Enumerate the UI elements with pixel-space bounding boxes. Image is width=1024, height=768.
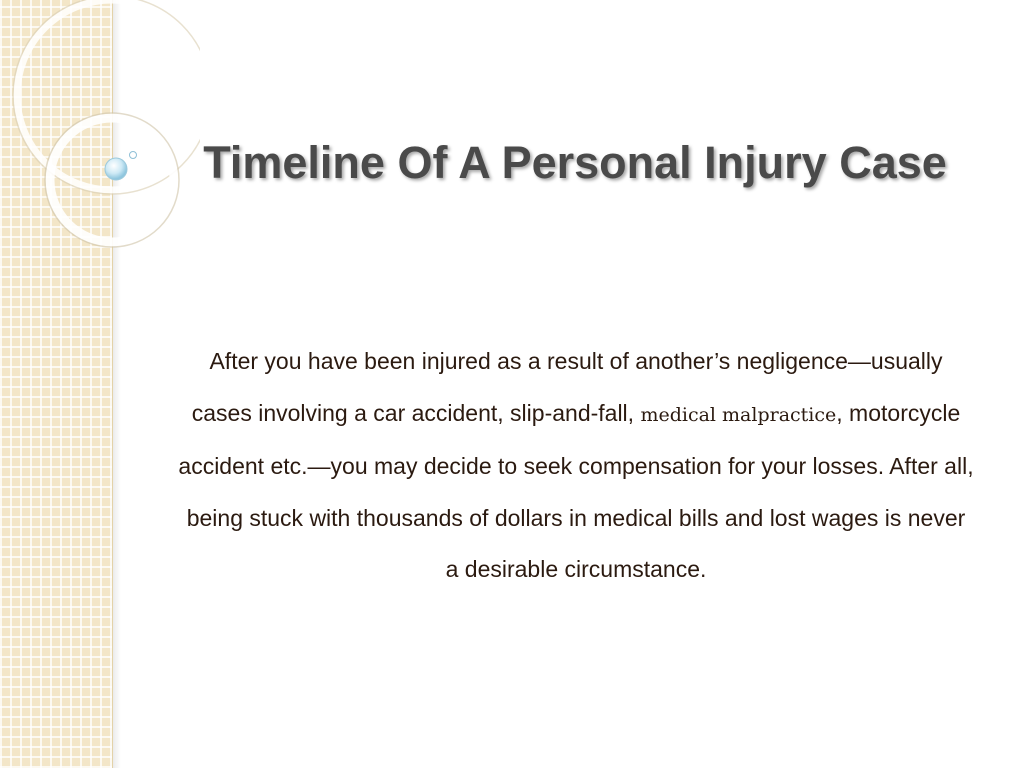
slide-title: Timeline Of A Personal Injury Case <box>203 137 947 188</box>
body-text-part3: , motorcycle accident etc.—you may decide to seek compensation for your losses. After all, being stuck with thousands of dollars in medical bills and lost wages is never a desirable circumstance. <box>178 399 974 582</box>
blue-bubble <box>105 158 127 180</box>
body-paragraph <box>178 336 974 596</box>
body-text-part1: After you have been injured as a result of another’s negligence—usually cases involving a car accident, slip-and-fall, <box>191 348 943 426</box>
tiny-bubble <box>130 152 137 159</box>
body-text-medical-malpractice: medical malpractice <box>640 403 837 426</box>
